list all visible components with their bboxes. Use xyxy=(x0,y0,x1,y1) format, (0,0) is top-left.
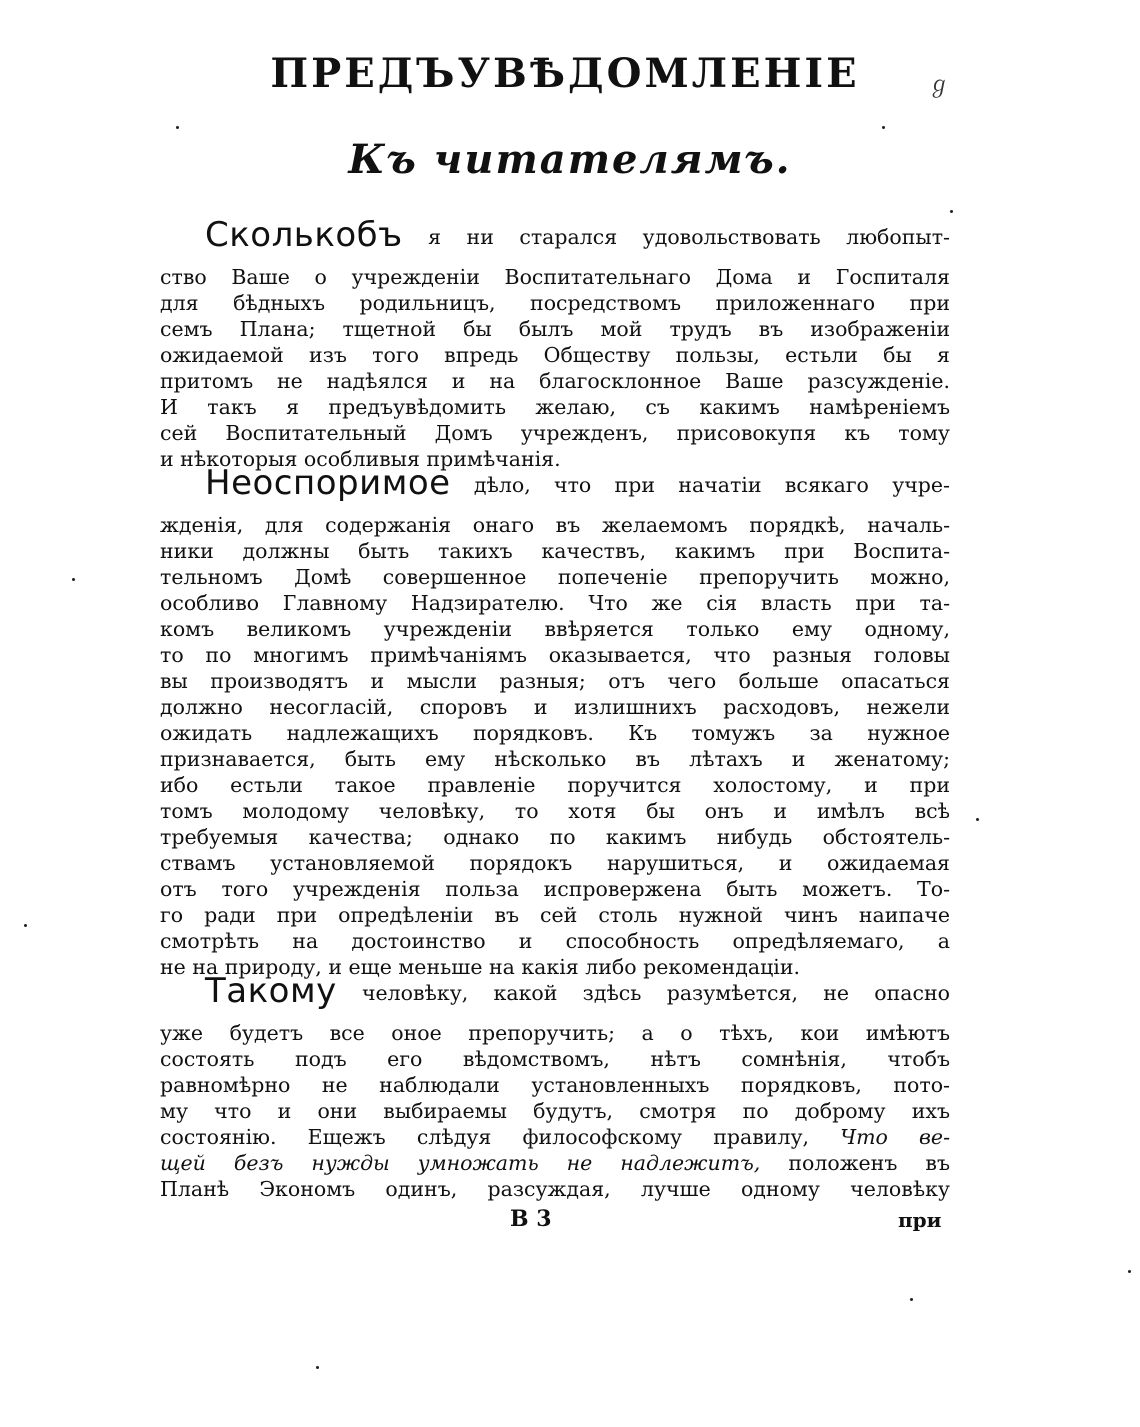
paragraph-2-line-3: ники должны быть такихъ качествъ, какимъ при Воспита- xyxy=(160,539,950,563)
paragraph-1-line-4: семъ Плана; тщетной бы былъ мой трудъ въ изображенiи xyxy=(160,317,950,341)
scan-speck xyxy=(24,924,27,927)
paragraph-3-line-6: состоянiю. Ещежъ слѣдуя философскому правилу, Что ве- xyxy=(160,1125,950,1149)
scan-speck xyxy=(976,818,979,821)
scan-speck xyxy=(72,578,75,581)
paragraph-2-line-13: томъ молодому человѣку, то хотя бы онъ и имѣлъ всѣ xyxy=(160,799,950,823)
paragraph-2-line-2: жденiя, для содержанiя онаго въ желаемомъ порядкѣ, началь- xyxy=(160,513,950,537)
paragraph-2-line-1: Неоспоримое дѣло, что при начатiи всякаго учре- xyxy=(205,463,950,503)
scan-speck xyxy=(950,210,953,213)
paragraph-2-line-7: то по многимъ примѣчанiямъ оказывается, что разныя головы xyxy=(160,643,950,667)
scan-speck xyxy=(176,126,179,129)
paragraph-2-line-10: ожидать надлежащихъ порядковъ. Къ томужъ за нужное xyxy=(160,721,950,745)
paragraph-2-line-14: требуемыя качества; однако по какимъ нибудь обстоятель- xyxy=(160,825,950,849)
paragraph-3-line-3: состоять подъ его вѣдомствомъ, нѣтъ сомнѣнiя, чтобъ xyxy=(160,1047,950,1071)
paragraph-2-line-5: особливо Главному Надзирателю. Что же сiя власть при та- xyxy=(160,591,950,615)
paragraph-2-line-8: вы производятъ и мысли разныя; отъ чего больше опасаться xyxy=(160,669,950,693)
italic-quote-start: Что ве- xyxy=(840,1125,950,1149)
scan-speck xyxy=(910,1298,913,1301)
page-title: ПРЕДЪУВѢДОМЛЕНIЕ xyxy=(270,50,860,97)
paragraph-2-line-11: признавается, быть ему нѣсколько въ лѣтахъ и женатому; xyxy=(160,747,950,771)
paragraph-3-line-2: уже будетъ все оное препоручить; а о тѣхъ, кои имѣютъ xyxy=(160,1021,950,1045)
paragraph-1-line-8: сей Воспитательный Домъ учрежденъ, присовокупя къ тому xyxy=(160,421,950,445)
paragraph-3-line-8: Планѣ Экономъ одинъ, разсуждая, лучше одному человѣку xyxy=(160,1177,950,1201)
paragraph-2-line-6: комъ великомъ учрежденiи ввѣряется только ему одному, xyxy=(160,617,950,641)
paragraph-1-line-1: Сколькобъ я ни старался удовольствовать любопыт- xyxy=(205,215,950,255)
paragraph-3-line-5: му что и они выбираемы будутъ, смотря по доброму ихъ xyxy=(160,1099,950,1123)
paragraph-2-line-16: отъ того учрежденiя польза испровержена быть можетъ. То- xyxy=(160,877,950,901)
signature-mark: В 3 xyxy=(510,1206,552,1232)
paragraph-2-line-12: ибо естьли такое правленiе поручится холостому, и при xyxy=(160,773,950,797)
scan-speck xyxy=(882,126,885,129)
paragraph-1-line-6: притомъ не надѣялся и на благосклонное Ваше разсужденiе. xyxy=(160,369,950,393)
catchword: при xyxy=(898,1208,942,1232)
paragraph-1-line-5: ожидаемой изъ того впредь Обществу пользы, естьли бы я xyxy=(160,343,950,367)
corner-mark: ℊ xyxy=(928,73,951,98)
paragraph-2-line-18: смотрѣть на достоинство и способность опредѣляемаго, а xyxy=(160,929,950,953)
scan-speck xyxy=(1128,1270,1131,1273)
paragraph-3-lead: Такому xyxy=(205,971,337,1011)
paragraph-2-line-9: должно несогласiй, споровъ и излишнихъ расходовъ, нежели xyxy=(160,695,950,719)
paragraph-3-line-7: щей безъ нужды умножать не надлежитъ, положенъ въ xyxy=(160,1151,950,1175)
paragraph-1-line-9: и нѣкоторыя особливыя примѣчанiя. xyxy=(160,447,561,471)
scan-speck xyxy=(316,1366,319,1369)
paragraph-2-line-19: не на природу, и еще меньше на какiя либо рекомендацiи. xyxy=(160,955,801,979)
paragraph-1-line-2: ство Ваше о учрежденiи Воспитательнаго Дома и Госпиталя xyxy=(160,265,950,289)
paragraph-1-lead: Сколькобъ xyxy=(205,215,403,255)
paragraph-1-line-3: для бѣдныхъ родильницъ, посредствомъ приложеннаго при xyxy=(160,291,950,315)
paragraph-2-line-4: тельномъ Домѣ совершенное попеченiе препоручить можно, xyxy=(160,565,950,589)
page-subtitle: Къ читателямъ. xyxy=(348,136,792,183)
paragraph-3-line-1: Такому человѣку, какой здѣсь разумѣется, не опасно xyxy=(205,971,950,1011)
paragraph-2-line-15: ствамъ установляемой порядокъ нарушиться, и ожидаемая xyxy=(160,851,950,875)
italic-quote-end: щей безъ нужды умножать не надлежитъ, xyxy=(160,1151,761,1175)
paragraph-2-lead: Неоспоримое xyxy=(205,463,451,503)
paragraph-2-line-17: го ради при опредѣленiи въ сей столь нужной чинъ наипаче xyxy=(160,903,950,927)
paragraph-1-line-7: И такъ я предъувѣдомить желаю, съ какимъ намѣренiемъ xyxy=(160,395,950,419)
paragraph-3-line-4: равномѣрно не наблюдали установленныхъ порядковъ, пото- xyxy=(160,1073,950,1097)
